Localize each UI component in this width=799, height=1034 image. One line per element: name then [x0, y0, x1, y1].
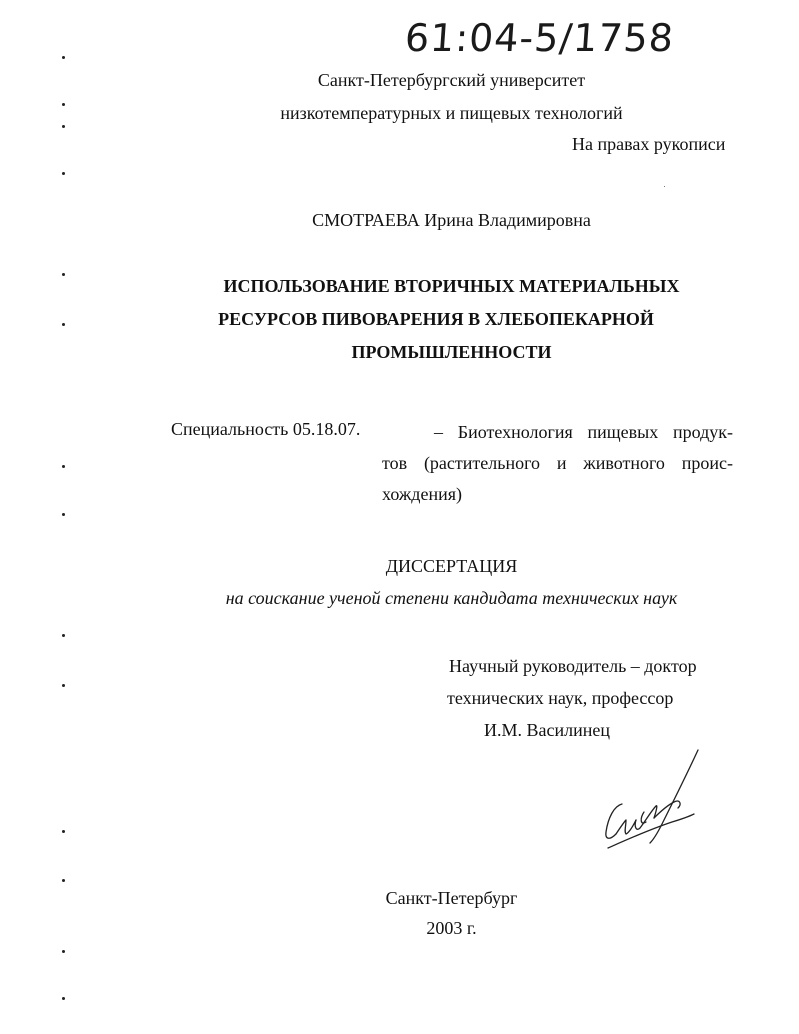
scan-speck: [664, 186, 665, 187]
specialty-line3: хождения): [382, 484, 462, 504]
university-name-line2: низкотемпературных и пищевых технологий: [280, 103, 623, 123]
author-name: СМОТРАЕВА Ирина Владимировна: [312, 210, 591, 230]
supervisor-name: И.М. Василинец: [484, 720, 610, 740]
thesis-title-line1: ИСПОЛЬЗОВАНИЕ ВТОРИЧНЫХ МАТЕРИАЛЬНЫХ: [223, 276, 680, 296]
margin-dot: [62, 684, 65, 687]
margin-dot: [62, 997, 65, 1000]
rights-note: На правах рукописи: [572, 134, 726, 154]
year: 2003 г.: [426, 918, 477, 938]
margin-dot: [62, 513, 65, 516]
signature-icon: [596, 748, 706, 858]
specialty-line2: тов (растительного и животного проис-: [382, 453, 733, 473]
margin-dot: [62, 125, 65, 128]
margin-dot: [62, 950, 65, 953]
margin-dot: [62, 830, 65, 833]
margin-dot: [62, 879, 65, 882]
degree-purpose: на соискание ученой степени кандидата технических наук: [225, 588, 678, 608]
city: Санкт-Петербург: [385, 888, 518, 908]
margin-dot: [62, 634, 65, 637]
university-name-line1: Санкт-Петербургский университет: [317, 70, 586, 90]
margin-dot: [62, 172, 65, 175]
thesis-title-line2: РЕСУРСОВ ПИВОВАРЕНИЯ В ХЛЕБОПЕКАРНОЙ: [218, 309, 654, 329]
margin-dot: [62, 465, 65, 468]
specialty-label: Специальность 05.18.07.: [171, 419, 361, 439]
specialty-line1: – Биотехнология пищевых продук-: [434, 422, 733, 442]
specialty-description: [382, 417, 733, 510]
supervisor-line1: Научный руководитель – доктор: [449, 656, 697, 676]
supervisor-line2: технических наук, профессор: [447, 688, 674, 708]
margin-dot: [62, 56, 65, 59]
archive-number: 61:04-5/1758: [403, 16, 676, 60]
thesis-title-line3: ПРОМЫШЛЕННОСТИ: [351, 342, 552, 362]
document-type: ДИССЕРТАЦИЯ: [385, 556, 518, 576]
